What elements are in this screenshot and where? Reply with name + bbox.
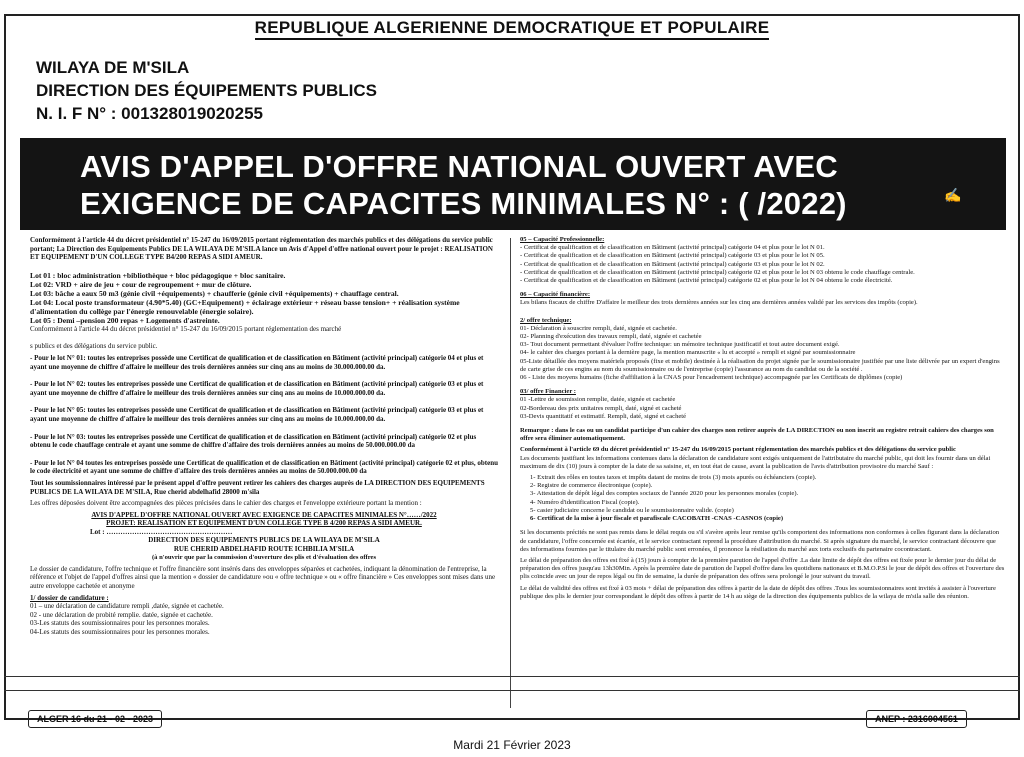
intro-paragraph: Conformément à l'article 44 du décret présidentiel n° 15-247 du 16/09/2015 portant réglementation des marchés publics et des délégations du service public portant; La Direction des Equipements Publics DE LA WILAYA DE M'SILA lance un Avis d'Appel d'offre national ouvert pour le projet : REALISATION ET EQUIPEMENT D'UN COLLEGE TYPE B4/200 REPAS A SIDI AMEUR. [30,236,493,262]
dossier-item: 03-Les statuts des soumissionnaires pour les personnes morales. [30,619,210,628]
criteria-item: - Pour le lot N° 01: toutes les entreprises possède une Certificat de qualification et de classification en Bâtiment (activité principal) catégorie 04 et plus et ayant une moyenne de chiffre d'affaire le meilleur des trois dernières années sur cinq ans au moins de 30.000.000.00 da. [30,353,484,371]
envelope-line-2: PROJET: REALISATION ET EQUIPEMENT D'UN COLLEGE TYPE B 4/200 REPAS A SIDI AMEUR. [106,519,422,528]
sauf-item: 2- Registre de commerce électronique (copie). [530,482,653,490]
publication-date: Mardi 21 Février 2023 [453,738,571,752]
offre-financier-title: 03/ offre Financier : [520,388,576,396]
lot-item: Lot 05 : Demi –pension 200 repas + Logements d'astreinte. [30,315,220,325]
criteria-item: - Pour le lot N° 05: toutes les entreprises possède une Certificat de qualification et de classification en Bâtiment (activité principal) catégorie 03 et plus et ayant une moyenne de chiffre d'affaire le meilleur des trois dernières années sur cinq ans au moins de 10.000.000.00 da. [30,406,484,423]
banner-line-1: AVIS D'APPEL D'OFFRE NATIONAL OUVERT AVEC [80,149,838,184]
offre-technique-item: 06 - Liste des moyens humains (fiche d'affiliation à la CNAS pour l'encadrement technique) accompagnée par les Certificats de diplômes (copie) [520,374,903,382]
offre-financier-item: 02-Bordereau des prix unitaires rempli, daté, signé et cacheté [520,404,682,412]
envelope-line-6: (à n'ouvrir que par la commission d'ouverture des plis et d'évaluation des offres [151,553,377,561]
dossier-item: 04-Les statuts des soumissionnaires pour les personnes morales. [30,628,210,637]
article-69-text: Conformément à l'article 69 du décret présidentiel n° 15-247 du 16/09/2015 portant réglementation des marchés publics et des délégations du service public [520,446,956,454]
sauf-item: 4- Numéro d'identification Fiscal (copie). [530,498,640,506]
delai-text: Le délai de préparation des offres est fixé à (15) jours à compter de la première parution de l'appel d'offre .La date limite de dépôt des offres est fixée pour le dernier jour du délai de préparation des offres jusqu'au 13h30Min. Après la première date de parution de l'appel d'offre dans les quotidiens nationaux et B.M.O.P.Si le jour de dépôt des offres et l'ouverture des plis coïncide avec un jour de repos légal ou fin de semaine, la durée de préparation des offres sera prolongé le jour suivant du travail. [520,556,1005,581]
envelope-line-1: AVIS D'APPEL D'OFFRE NATIONAL OUVERT AVEC EXIGENCE DE CAPACITES MINIMALES N°……/2022 [91,510,437,519]
criteria-item: - Pour le lot N° 04 toutes les entreprises possède une Certificat de qualification et de classification en Bâtiment (activité principal) catégorie 02 et plus, obtenu le code électricité et ayant une somme de chiffre d'affaire des trois dernières années au moins de 50.000.000.00 da [30,458,498,476]
conform-text-2: s publics et des délégations du service public. [30,342,158,351]
alger-date-box: ALGER 16 du 21 - 02 - 2023 [28,710,162,728]
documents-text: Les documents justifiant les informations contenues dans la déclaration de candidature sont exigés uniquement de l'attributaire du marché public, qui doit les fournir dans un délai maximum de dix (10) jours à compter de la date de sa saisine, et, en tout état de cause, avant la publication de l'avis d'attribution provisoire du marché Sauf : [520,454,991,470]
sauf-item: 6- Certificat de la mise à jour fiscale et parafiscale CACOBATH -CNAS -CASNOS (copie) [530,515,784,523]
si-documents-text: Si les documents précités ne sont pas remis dans le délai requis ou s'il s'avère après leur remise qu'ils comportent des informations non conformes à celles figurant dans la déclaration de candidature, l'offre concernée est écartée, et le service contractant reprend la procédure d'attribution du marché. Si après signature du marché, le service contractant découvre que des informations fournies par le titulaire du marché public sont erronées, il prononce la résiliation du marché aux torts exclusifs du partenaire cocontractant. [520,529,1000,553]
envelope-lot: Lot : ……………………………………………… [90,527,233,536]
capacite-pro-title: 05 – Capacité Professionnelle: [520,236,605,243]
scan-line [4,676,1020,677]
conform-text: Conformément à l'article 44 du décret présidentiel n° 15-247 du 16/09/2015 portant réglementation des marché [30,324,342,333]
offre-technique-item: 05-Liste détaillée des moyens matériels proposés (fixe et mobile) destinée à la réalisation du projet signée par le soumissionnaire justifiée par une liste délivrée par un expert d'engins de carte grise de ces engins au nom du soumissionnaire ou de l'entreprise (copie) l'assurance au nom du candidat ou de la société . [520,357,1000,373]
offre-financier-item: 03-Devis quantitatif et estimatif. Rempli, daté, signé et cacheté [520,412,687,420]
wilaya-name: WILAYA DE M'SILA [36,58,190,77]
footer-rule [190,718,860,720]
dossier-item: 01 – une déclaration de candidature rempli ,datée, signée et cachetée. [30,602,224,611]
dossier-text: Le dossier de candidature, l'offre technique et l'offre financière sont insérés dans des enveloppes séparées et cachetées, indiquant la dénomination de l'entreprise, la référence et l'objet de l'appel d'offres ainsi que la mention « dossier de candidature »ou « offre technique » ou « offre financière » Ces enveloppes sont mises dans une autre enveloppe cachetée et anonyme [30,564,496,591]
capacite-fin-text: Les bilans fiscaux de chiffre D'affaire le meilleur des trois dernières années sur les cinq ans dernières années validé par les services des impôts (copie). [520,299,918,307]
offre-technique-title: 2/ offre technique: [520,316,572,324]
capacite-pro-item: - Certificat de qualification et de classification en Bâtiment (activité principal) catégorie 03 et plus pour le lot N 05. [520,252,825,260]
dossier-candidature-title: 1/ dossier de candidature : [30,593,109,602]
right-column [520,236,1006,706]
capacite-fin-title: 06 – Capacité financière: [520,291,591,299]
organization-block [36,56,377,125]
offres-text: Les offres déposées doivent être accompagnées des pièces précisées dans le cahier des charges et l'enveloppe extérieure portant la mention : [30,499,422,508]
column-divider [510,238,511,708]
offre-financier-item: 01 -Lettre de soumission remplie, datée, signée et cachetée [520,396,676,404]
capacite-pro-item: - Certificat de qualification et de classification en Bâtiment (activité principal) catégorie 02 et plus pour le lot N 04 obtenu le code électricité. [520,277,893,285]
soumissionnaires-text: Tout les soumissionnaires intéressé par le présent appel d'offre peuvent retirer les cahiers des charges auprès de LA DIRECTION DES EQUIPEMENTS PUBLICS DE LA WILAYA DE M'SILA, Rue cherid abdelhafid 28000 m'sila [30,478,485,496]
offre-technique-item: 03- Tout document permettant d'évaluer l'offre technique: un mémoire technique justificatif et tout autre document exigé. [520,341,840,349]
capacite-pro-item: - Certificat de qualification et de classification en Bâtiment (activité principal) catégorie 02 et plus pour le lot N 03 obtenu le code chauffage centrale. [520,268,915,276]
lot-item: Lot 02: VRD + aire de jeu + cour de regroupement + mur de clôture. [30,279,252,289]
offre-technique-item: 02- Planning d'exécution des travaux rempli, daté, signée et cachetée [520,333,702,341]
remarque-text: Remarque : dans le cas ou un candidat participe d'un cahier des charges non retirer auprès de LA DIRECTION ou non inscrit au registre retrait cahiers des charges son offre sera éliminer automatiquement. [520,427,994,443]
lot-item: Lot 04: Local poste transformateur (4.90*5.40) (GC+Equipement) + éclairage extérieur + réseau basse tension+ + réalisation système d'alimentation du collège par l'énergie renouvelable (énergie solaire). [30,297,460,316]
dossier-item: 02 - une déclaration de probité remplie. datée, signée et cachetée. [30,610,213,619]
criteria-item: - Pour le lot N° 02: toutes les entreprises possède une Certificat de qualification et de classification en Bâtiment (activité principal) catégorie 03 et plus et ayant une moyenne de chiffre d'affaire le meilleur des trois dernières années sur cinq ans au moins de 10.000.000.00 da. [30,380,484,397]
criteria-item: - Pour le lot N° 03: toutes les entreprises possède une Certificat de qualification et de classification en Bâtiment (activité principal) catégorie 02 et plus obtenu le code chauffage centrale et ayant une somme de chiffre d'affaire des trois dernières années au moins de 50.000.000.00 da [30,432,477,450]
nif-number: N. I. F N° : 001328019020255 [36,104,264,123]
notice-banner [20,138,1006,230]
envelope-line-4: DIRECTION DES EQUIPEMENTS PUBLICS DE LA WILAYA DE M'SILA [148,536,380,545]
envelope-line-5: RUE CHERID ABDELHAFID ROUTE ICHBILIA M'SILA [173,545,355,554]
lot-item: Lot 03: bâche a eaux 50 m3 (génie civil +équipements) + chaufferie (génie civil +équipements) + chauffage central. [30,288,399,298]
offre-technique-item: 04- le cahier des charges portant à la dernière page, la mention manuscrite « lu et accepté » rempli et signé par soumissionnaire [520,349,856,357]
scan-line [4,690,1020,691]
offre-technique-item: 01- Déclaration à souscrire rempli, daté, signée et cachetée. [520,324,677,332]
lot-item: Lot 01 : bloc administration +bibliothèque + bloc pédagogique + bloc sanitaire. [30,270,286,280]
sauf-item: 3- Attestation de dépôt légal des comptes sociaux de l'année 2020 pour les personnes morales (copie). [530,490,799,498]
direction-name: DIRECTION DES ÉQUIPEMENTS PUBLICS [36,81,377,100]
sauf-item: 1- Extrait des rôles en toutes taxes et impôts datant de moins de trois (3) mois apurés ou échéanciers (copie). [530,474,817,482]
sauf-item: 5- casier judiciaire concerne le candidat ou le soumissionnaire valide. (copie) [530,506,734,514]
anep-number-box: ANEP : 2316004561 [866,710,967,728]
left-column [30,236,498,706]
handwritten-mark-icon: ✍ [944,187,962,203]
capacite-pro-item: - Certificat de qualification et de classification en Bâtiment (activité principal) catégorie 04 et plus pour le lot N 01. [520,244,825,252]
capacite-pro-item: - Certificat de qualification et de classification en Bâtiment (activité principal) catégorie 03 et plus pour le lot N 02. [520,260,825,268]
banner-line-2: EXIGENCE DE CAPACITES MINIMALES N° : ( /2022) [80,186,847,221]
republic-title: REPUBLIQUE ALGERIENNE DEMOCRATIQUE ET POPULAIRE [0,18,1024,38]
validite-text: Le délai de validité des offres est fixé à 03 mois + délai de préparation des offres à partir de la date de dépôt des offres .Tous les soumissionnaires sont invités à assister à l'ouverture publique des plis le dernier jour correspondant le dépôt des offres à partir de 14 h au siège de la direction des équipements publics de la wilaya de m'sila salle des réunion. [520,584,996,600]
